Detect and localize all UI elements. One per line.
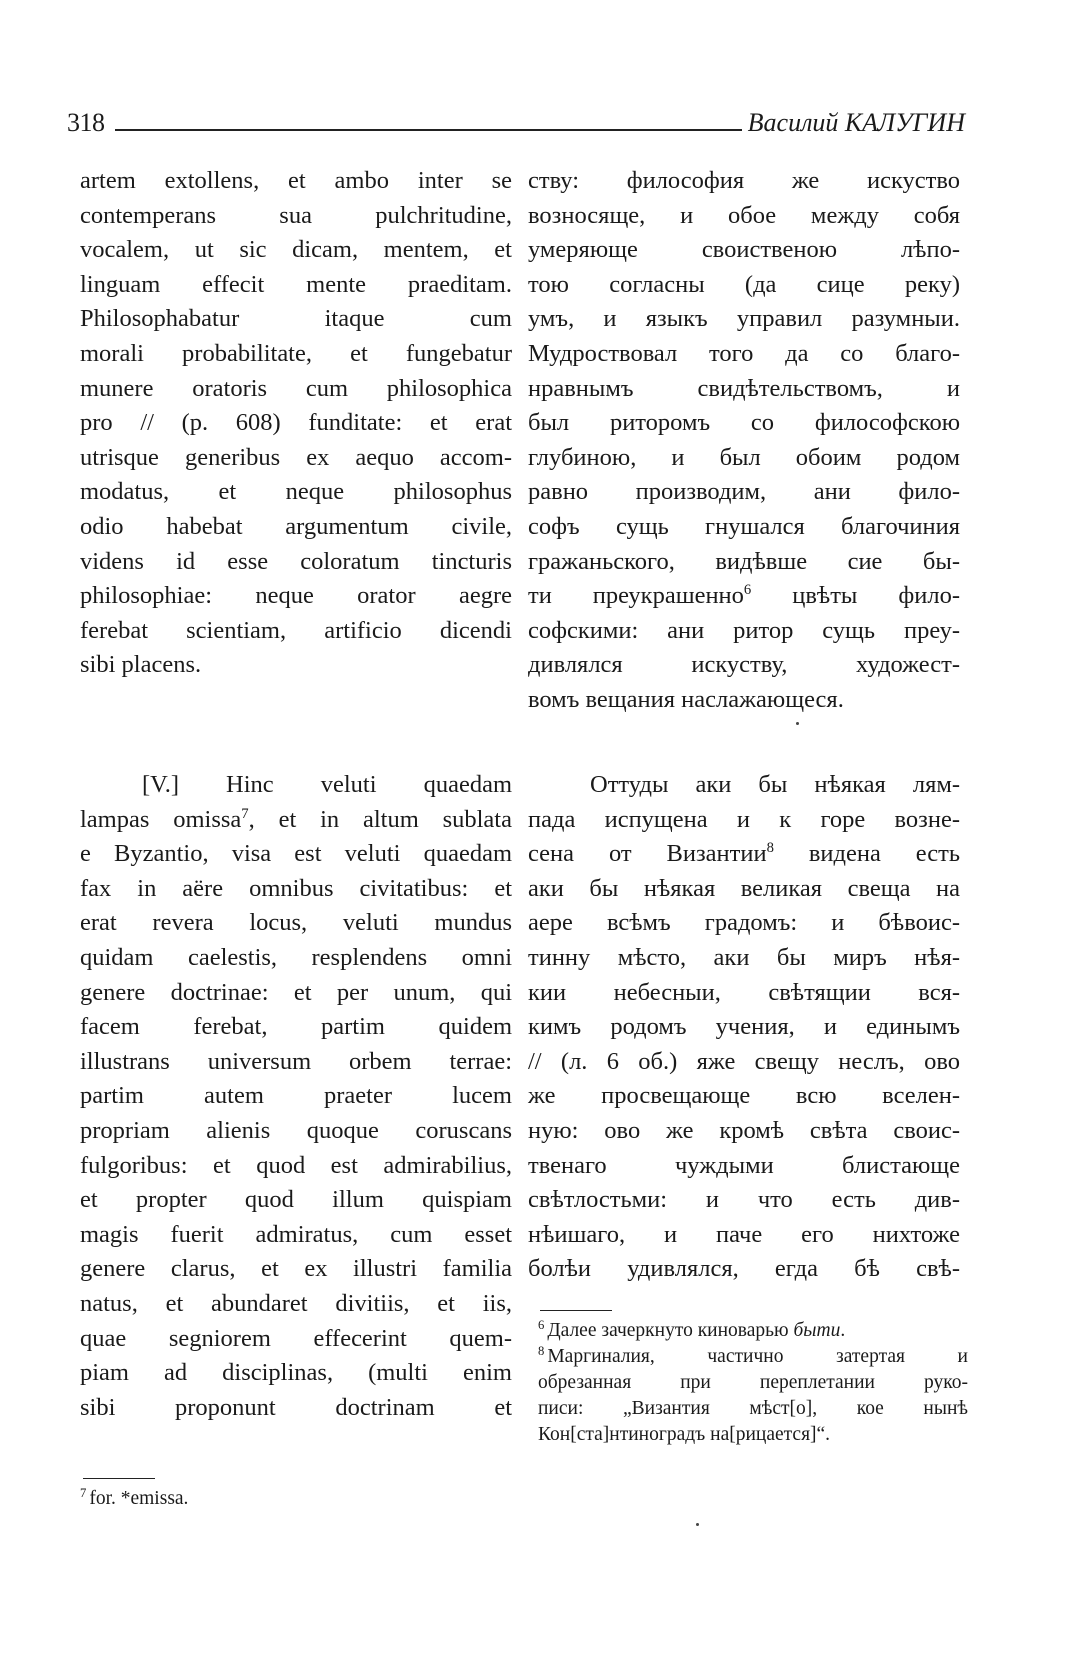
text-line: твенаго чуждыми блистающе xyxy=(528,1151,960,1179)
text-line: illustrans universum orbem terrae: xyxy=(80,1047,512,1075)
text-line: pro // (p. 608) funditate: et erat xyxy=(80,409,512,437)
footnote-ref-8[interactable]: 8 xyxy=(766,840,774,857)
text-line: гражаньского, видѣвше сие бы- xyxy=(528,547,960,575)
footnote-8: $^8$ Маргиналия, частично затертая и xyxy=(538,1343,968,1367)
running-head xyxy=(67,104,965,138)
footnotes-right xyxy=(538,1318,968,1448)
footnote-ref-6[interactable]: 6 xyxy=(743,581,752,598)
text-line: равно производим, ани фило- xyxy=(528,478,960,506)
text-line: sibi proponunt doctrinam et xyxy=(80,1393,512,1421)
text-line: // (л. 6 об.) яже свещу неслъ, ово xyxy=(528,1047,960,1075)
text-line: кии небесныи, свѣтящии вся- xyxy=(528,978,960,1006)
text-line-with-footnote-ref: lampas omissa$^7$, et in altum sublata xyxy=(80,805,512,833)
page-number: 318 xyxy=(67,108,105,137)
text-line: erat revera locus, veluti mundus xyxy=(80,909,512,937)
text-line: нравнымъ свидѣтельствомъ, и xyxy=(528,374,960,402)
text-line: sibi placens. xyxy=(80,651,202,679)
slavonic-text-column-1 xyxy=(528,164,960,718)
text-line: facem ferebat, partim quidem xyxy=(80,1013,512,1041)
footnote-8-line: Кон[ста]нтиноградъ на[рицается]“. xyxy=(538,1424,831,1445)
text-line-with-footnote-ref: ти преукрашенно$^6$ цвѣты фило- xyxy=(528,581,960,610)
text-line: munere oratoris cum philosophica xyxy=(80,374,512,402)
text-line: fulgoribus: et quod est admirabilius, xyxy=(80,1151,512,1179)
text-line: кимъ родомъ учения, и единымъ xyxy=(528,1013,960,1041)
text-line: contemperans sua pulchritudine, xyxy=(80,201,512,229)
footnotes-left xyxy=(80,1486,510,1512)
text-line: свѣтлостьми: и что есть див- xyxy=(528,1186,960,1214)
text-line: artem extollens, et ambo inter se xyxy=(80,167,512,194)
text-line: аки бы нѣякая великая свеща на xyxy=(528,874,960,902)
text-line: Philosophabatur itaque cum xyxy=(80,305,512,333)
latin-text-column-1 xyxy=(80,164,512,683)
text-line: Мудроствовал того да со благо- xyxy=(528,339,960,367)
text-line: fax in aëre omnibus civitatibus: et xyxy=(80,874,512,902)
text-line: пада испущена и к горе возне- xyxy=(528,805,960,833)
scan-speck xyxy=(796,722,799,725)
footnote-8-line: писи: „Византия мѣст[о], кое нынѣ xyxy=(538,1398,968,1419)
slavonic-text-column-2 xyxy=(528,768,960,1287)
text-line: вомъ вещания наслажающеся. xyxy=(528,685,844,713)
scan-speck xyxy=(696,1523,699,1526)
running-head-author: Василий КАЛУГИН xyxy=(747,108,965,137)
text-line: ную: ово же кромѣ свѣта своис- xyxy=(528,1116,960,1144)
text-line: тинну мѣсто, аки бы миръ нѣя- xyxy=(528,943,960,971)
footnote-6: $^6$ Далее зачеркнуто киноварью быти. xyxy=(538,1317,846,1341)
text-line: умъ, и языкъ управил разумныи. xyxy=(528,305,960,333)
text-line: vocalem, ut sic dicam, mentem, et xyxy=(80,236,512,264)
text-line: e Byzantio, visa est veluti quaedam xyxy=(80,840,512,868)
footnote-ref-7[interactable]: 7 xyxy=(241,805,249,822)
text-line: natus, et abundaret divitiis, et iis, xyxy=(80,1289,512,1317)
text-line: partim autem praeter lucem xyxy=(80,1082,512,1110)
section-opening-line: Оттуды аки бы нѣякая лям- xyxy=(590,771,960,798)
text-line: genere doctrinae: et per unum, qui xyxy=(80,978,512,1006)
section-opening-line: [V.] Hinc veluti quaedam xyxy=(142,771,512,798)
text-line: philosophiae: neque orator aegre xyxy=(80,582,512,610)
text-line: софъ сущь гнушался благочиния xyxy=(528,512,960,540)
text-line: же просвещающе всю вселен- xyxy=(528,1082,960,1110)
text-line: был риторомъ со философскою xyxy=(528,409,960,437)
text-line: ству: философия же искуство xyxy=(528,167,960,194)
text-line: тою согласны (да сице реку) xyxy=(528,270,960,298)
footnote-rule-left xyxy=(83,1478,155,1479)
text-line: возносяще, и обое между собя xyxy=(528,201,960,229)
footnote-rule-right xyxy=(540,1310,612,1311)
latin-text-column-2 xyxy=(80,768,512,1425)
text-line: нѣишаго, и паче его нихтоже xyxy=(528,1220,960,1248)
text-line: софскими: ани ритор сущь преу- xyxy=(528,616,960,644)
text-line: дивлялся искуству, художест- xyxy=(528,651,960,679)
text-line: quidam caelestis, resplendens omni xyxy=(80,943,512,971)
text-line: propriam alienis quoque coruscans xyxy=(80,1116,512,1144)
text-line: modatus, et neque philosophus xyxy=(80,478,512,506)
text-line: odio habebat argumentum civile, xyxy=(80,512,512,540)
text-line: magis fuerit admiratus, cum esset xyxy=(80,1220,512,1248)
text-line-with-footnote-ref: сена от Византии$^8$ видена есть xyxy=(528,840,960,868)
text-line: болѣи удивлялся, егда бѣ свѣ- xyxy=(528,1255,960,1283)
text-line: morali probabilitate, et fungebatur xyxy=(80,339,512,367)
text-line: quae segniorem effecerint quem- xyxy=(80,1324,512,1352)
footnote-8-line: обрезанная при переплетании руко- xyxy=(538,1372,968,1393)
text-line: et propter quod illum quispiam xyxy=(80,1186,512,1214)
text-line: аере всѣмъ градомъ: и бѣвоис- xyxy=(528,909,960,937)
text-line: videns id esse coloratum tincturis xyxy=(80,547,512,575)
text-line: genere clarus, et ex illustri familia xyxy=(80,1255,512,1283)
text-line: linguam effecit mente praeditam. xyxy=(80,270,512,298)
text-line: utrisque generibus ex aequo accom- xyxy=(80,443,512,471)
text-line: умеряюще своиственою лѣпо- xyxy=(528,236,960,264)
header-rule xyxy=(115,129,742,131)
footnote-7: $^7$ for. *emissa. xyxy=(80,1485,189,1509)
text-line: ferebat scientiam, artificio dicendi xyxy=(80,616,512,644)
text-line: piam ad disciplinas, (multi enim xyxy=(80,1359,512,1387)
text-line: глубиною, и был обоим родом xyxy=(528,443,960,471)
